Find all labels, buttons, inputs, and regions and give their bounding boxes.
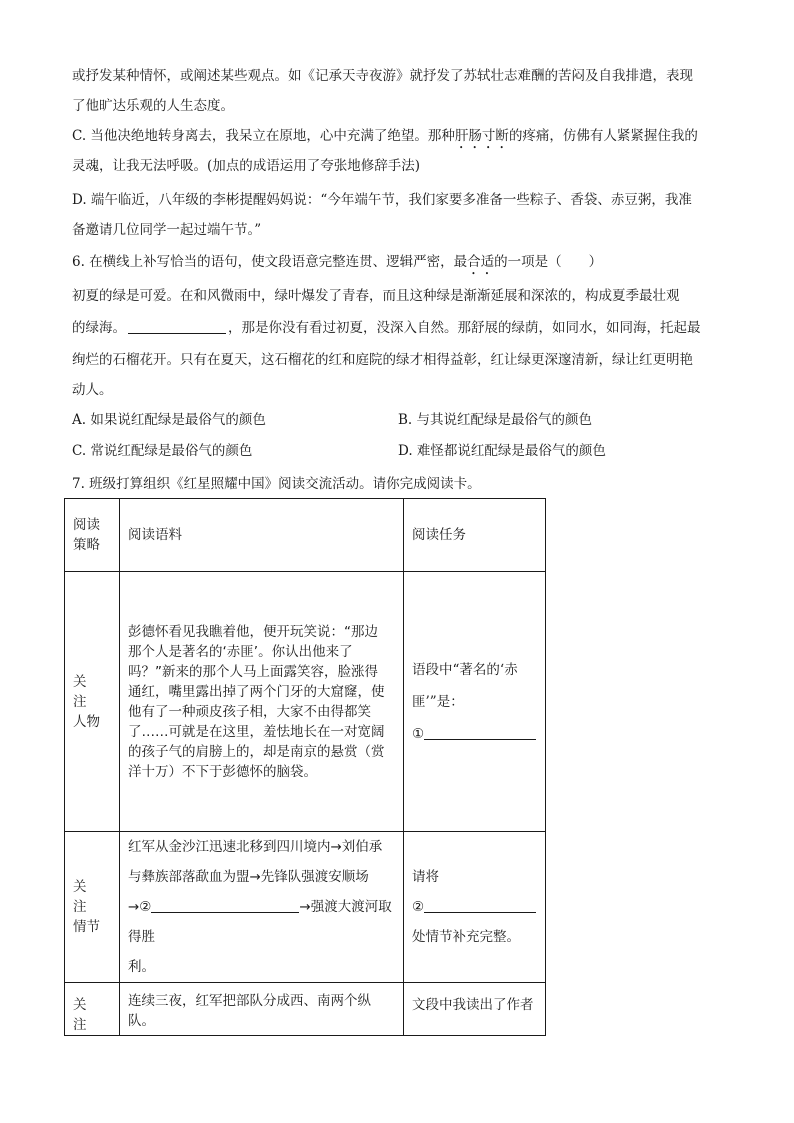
q6-paragraph-line-2: 的绿海。 ，那是你没有看过初夏，没深入自然。那舒展的绿荫，如同水，如同海，托起最 — [72, 320, 701, 336]
answer-blank-1[interactable] — [424, 725, 536, 740]
q6-paragraph-line-4: 动人。 — [72, 382, 113, 398]
answer-blank-2-inline[interactable] — [151, 898, 299, 913]
row-1-material: 彭德怀看见我瞧着他，便开玩笑说：“那边 那个人是著名的‘赤匪’。你认出他来了 吗？”新来的那个人马上面露笑容，脸涨得 通红，嘴里露出掉了两个门牙的大窟窿，使 他有了一种顽皮孩子相，大家不由得都笑 了……可就是在这里，羞怯地长在一对宽阔 的孩子气的肩膀上的，却是南京的悬赏（赏 洋十万）不下于彭德怀的脑袋。 — [120, 572, 404, 832]
dotted-idiom: 肝肠寸断 — [454, 128, 509, 144]
table-header-row — [65, 499, 546, 572]
row-3-material: 连续三夜，红军把部队分成西、南两个纵队。 — [120, 983, 404, 1036]
row-2-task: 请将 ② 处情节补充完整。 — [404, 832, 546, 983]
q6-option-d[interactable]: D. 难怪都说红配绿是最俗气的颜色 — [398, 443, 606, 459]
q6-option-b[interactable]: B. 与其说红配绿是最俗气的颜色 — [398, 412, 593, 428]
header-task: 阅读任务 — [404, 499, 546, 572]
option-c-line-2: 灵魂，让我无法呼吸。(加点的成语运用了夸张地修辞手法) — [72, 158, 421, 174]
row-2-strategy: 关 注 情节 — [65, 832, 120, 983]
table-row — [65, 572, 546, 832]
row-3-task: 文段中我读出了作者 — [404, 983, 546, 1036]
question-7-stem: 7. 班级打算组织《红星照耀中国》阅读交流活动。请你完成阅读卡。 — [72, 476, 481, 492]
header-strategy: 阅读 策略 — [65, 499, 120, 572]
row-2-material: 红军从金沙江迅速北移到四川境内→刘伯承 与彝族部落歃血为盟→先锋队强渡安顺场 →② →强渡大渡河取得胜 利。 — [120, 832, 404, 983]
q6-option-c[interactable]: C. 常说红配绿是最俗气的颜色 — [72, 443, 253, 459]
q6-paragraph-line-1: 初夏的绿是可爱。在和风微雨中，绿叶爆发了青春，而且这种绿是渐渐延展和深浓的，构成夏季最壮观 — [72, 288, 680, 304]
table-row — [65, 832, 546, 983]
row-1-task: 语段中“著名的‘赤 匪’”是： ① — [404, 572, 546, 832]
q6-option-a[interactable]: A. 如果说红配绿是最俗气的颜色 — [72, 412, 266, 428]
answer-blank-2[interactable] — [424, 898, 536, 913]
option-b-continued: 或抒发某种情怀，或阐述某些观点。如《记承天寺夜游》就抒发了苏轼壮志难酬的苦闷及自我排遣，表现 — [72, 68, 693, 84]
header-material: 阅读语料 — [120, 499, 404, 572]
dotted-word: 合适 — [467, 254, 495, 270]
option-d-line-1: D. 端午临近，八年级的李彬提醒妈妈说：“今年端午节，我们家要多准备一些粽子、香袋、赤豆粥，我准 — [72, 192, 692, 208]
q6-paragraph-line-3: 绚烂的石榴花开。只有在夏天，这石榴花的红和庭院的绿才相得益彰，红让绿更深邃清新，绿让红更明艳 — [72, 352, 693, 368]
option-c-line-1: C. 当他决绝地转身离去，我呆立在原地，心中充满了绝望。那种肝肠寸断的疼痛，仿佛有人紧紧握住我的 — [72, 128, 698, 144]
table-row — [65, 983, 546, 1036]
question-6-stem: 6. 在横线上补写恰当的语句，使文段语意完整连贯、逻辑严密，最合适的一项是（ ） — [72, 254, 603, 270]
row-3-strategy: 关 注 — [65, 983, 120, 1036]
row-1-strategy: 关 注 人物 — [65, 572, 120, 832]
reading-card-table — [64, 498, 546, 1036]
option-d-line-2: 备邀请几位同学一起过端午节。” — [72, 222, 262, 238]
option-b-continued-2: 了他旷达乐观的人生态度。 — [72, 98, 234, 114]
fill-in-blank[interactable] — [128, 319, 226, 334]
